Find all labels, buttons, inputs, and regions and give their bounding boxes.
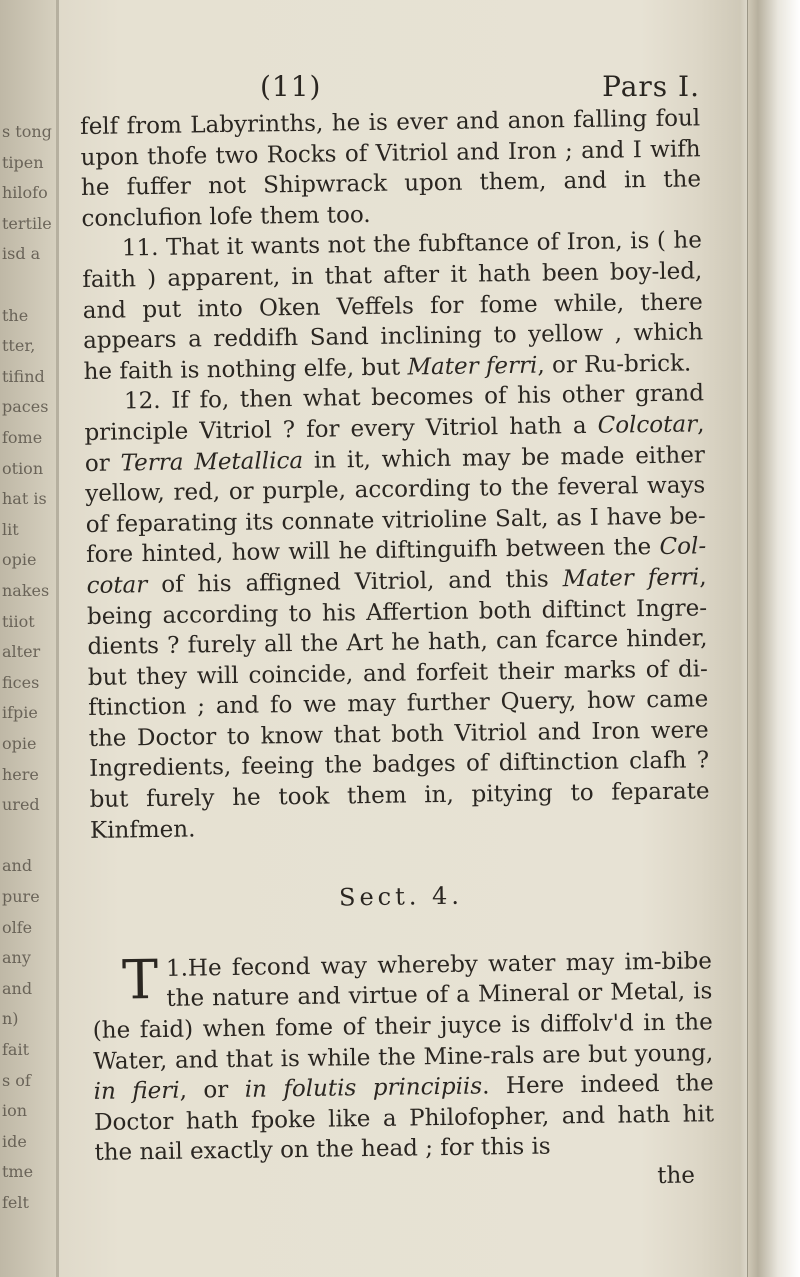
running-head: Pars I. <box>602 70 700 103</box>
bleed-line: s tong <box>2 122 52 141</box>
bleed-line: opie <box>2 550 37 570</box>
bleed-line: tme <box>2 1162 34 1182</box>
bleed-line: felt <box>2 1193 29 1212</box>
page-number: (11) <box>260 70 322 103</box>
bleed-line: paces <box>2 397 49 417</box>
bleed-line: otion <box>2 458 44 478</box>
bleed-line: s of <box>2 1070 31 1090</box>
paragraph-number: 1. <box>165 955 189 982</box>
bleed-line: the <box>2 305 29 325</box>
gutter <box>56 0 59 1277</box>
paragraph-continued: felf from Labyrinths, he is ever and anon falling foul upon thofe two Rocks of Vitriol and Iron ; and I wifh he fuffer not Shipwrack upon them, and in the conclufion lofe them too. <box>80 105 702 232</box>
bleed-line: isd a <box>2 244 41 264</box>
bleed-line: fices <box>2 672 40 692</box>
page-edge-right <box>747 0 800 1277</box>
bleed-line: pure <box>2 887 40 906</box>
bleed-line: fome <box>2 428 43 447</box>
bleed-line: tifind <box>2 366 45 386</box>
bleed-line: and <box>2 856 33 876</box>
bleed-line: n) <box>2 1009 19 1029</box>
bleed-line: fait <box>2 1040 30 1059</box>
bleed-line: ured <box>2 795 40 815</box>
bleed-line: alter <box>2 642 41 662</box>
section-paragraph-1: 1. T He fecond way whereby water may im-bibe the nature and virtue of a Mineral or Metal, is (he faid) when fome of their juyce is diffolv'd in the Water, and that is while the Mine-rals are but young, in fieri, or in folutis principiis. Here indeed the Doctor hath fpoke like a Philofopher, and hath hit the nail exactly on the head ; for this is <box>92 947 715 1167</box>
catchword: the <box>657 1162 696 1190</box>
bleed-line: olfe <box>2 917 33 937</box>
bleed-line: ion <box>2 1101 28 1121</box>
bleed-line: tiiot <box>2 611 35 631</box>
body-text <box>80 103 715 1199</box>
bleed-line: tertile <box>2 213 52 233</box>
bleed-line: here <box>2 764 39 784</box>
bleed-line: tter, <box>2 336 36 356</box>
bleed-line: and <box>2 978 33 998</box>
bleed-line: lit <box>2 519 19 539</box>
bleed-line: ide <box>2 1131 27 1151</box>
bleed-line: nakes <box>2 581 50 600</box>
bleed-line: hilofo <box>2 183 48 203</box>
paragraph-11: 11. That it wants not the fubftance of Iron, is ( he faith ) apparent, in that after it hath been boy-led, and put into Oken Veffels for fome while, there appears a reddifh Sand inclining to yellow , which he faith is nothing elfe, but Mater ferri, or Ru-brick. <box>82 227 704 385</box>
bleed-line: ifpie <box>2 703 38 723</box>
paragraph-12: 12. If fo, then what becomes of his other grand principle Vitriol ? for every Vitriol hath a Colcotar, or Terra Metallica in it, which may be made either yellow, red, or purple, according to the feveral ways of feparating its connate vitrioline Salt, as I have be-fore hinted, how will he diftinguifh between the Col-cotar of his affigned Vitriol, and this Mater ferri, being according to his Affertion both diftinct Ingre-dients ? furely all the Art he hath, can fcarce hinder, but they will coincide, and forfeit their marks of di-ftinction ; and fo we may further Query, how came the Doctor to know that both Vitriol and Iron were Ingredients, feeing the badges of diftinction clafh ? but furely he took them in, pitying to feparate Kinfmen. <box>84 380 710 844</box>
section-heading: Sect. 4. <box>338 881 464 912</box>
drop-cap: T <box>121 947 159 1012</box>
bleed-line: hat is <box>2 489 47 509</box>
bleed-line: any <box>2 948 31 968</box>
bleed-line: opie <box>2 734 37 753</box>
page <box>80 70 720 1250</box>
bleed-line: tipen <box>2 152 44 172</box>
